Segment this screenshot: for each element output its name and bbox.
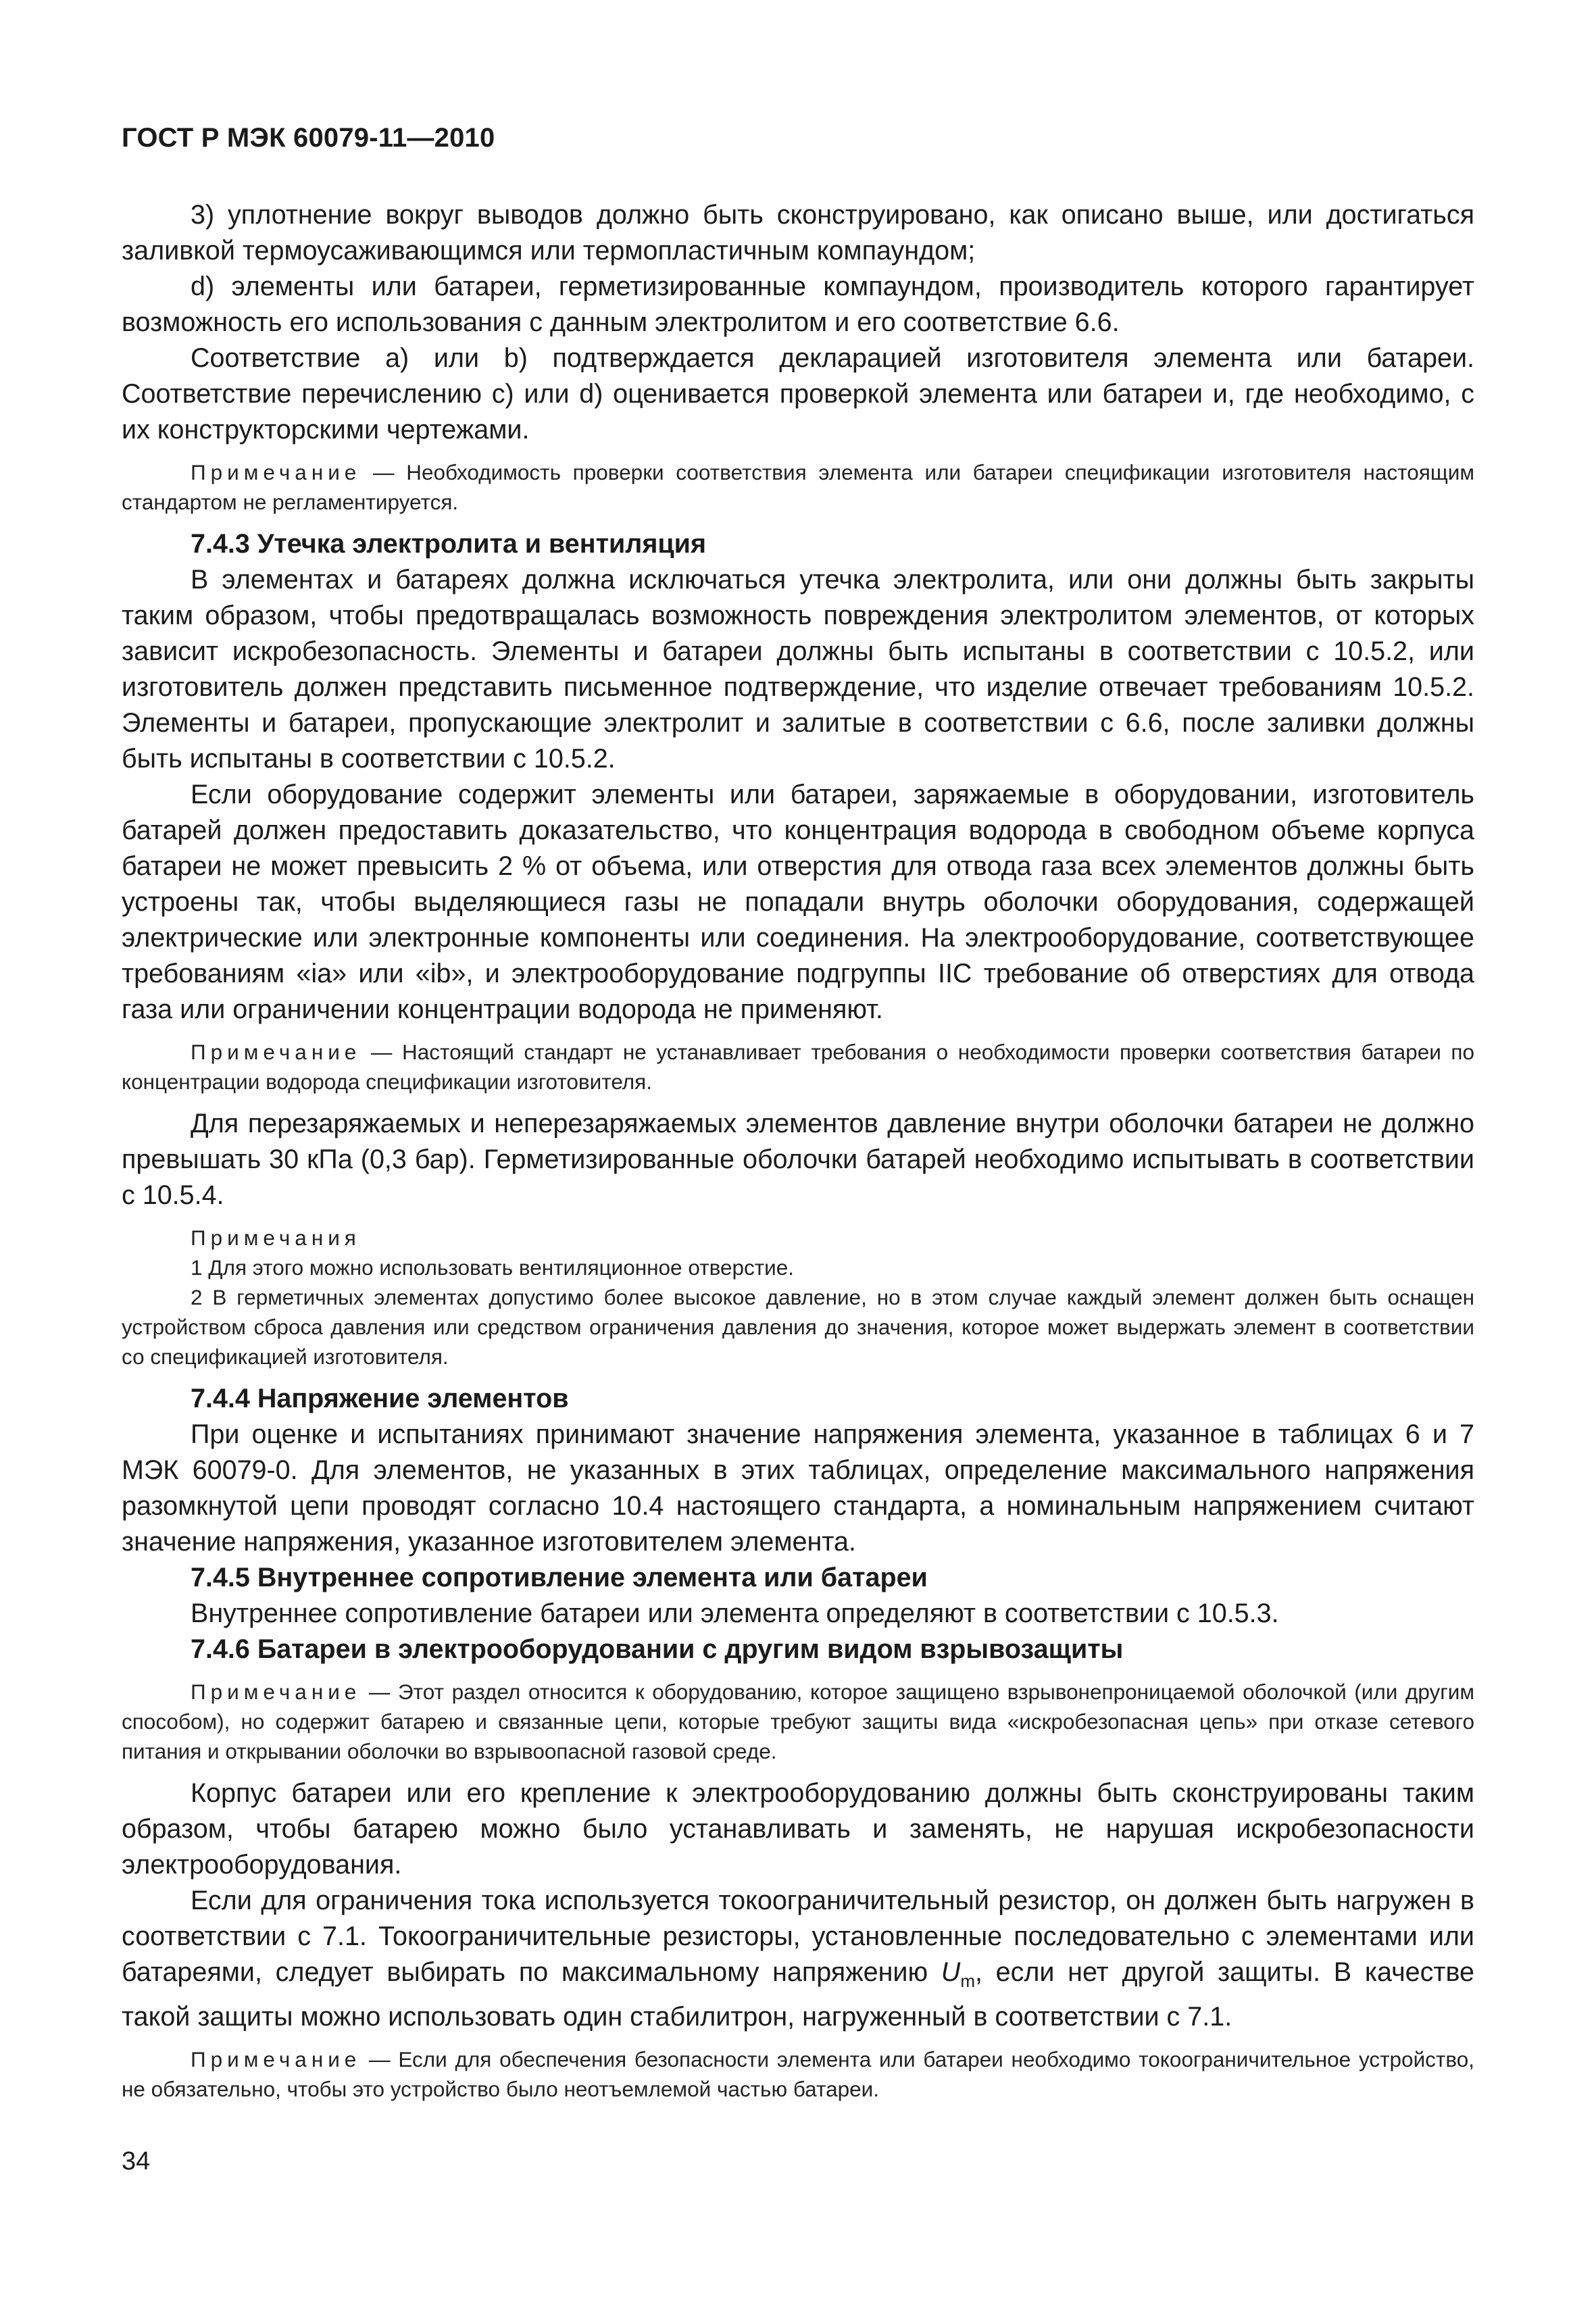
paragraph-leakage: В элементах и батареях должна исключаться утечка электролита, или они должны быть закрыты таким образом, чтобы предотвращалась возможность повреждения электролитом элементов, от которых зависит искробезопасность. Элементы и батареи должны быть испытаны в соответствии с 10.5.2, или изготовитель должен представить письменное подтверждение, что изделие отвечает требованиям 10.5.2. Элементы и батареи, пропускающие электролит и залитые в соответствии с 6.6, после заливки должны быть испытаны в соответствии с 10.5.2. xyxy=(122,565,1474,774)
paragraph-conformity: Соответствие a) или b) подтверждается декларацией изготовителя элемента или батареи. Соответствие перечислению c) или d) оценивается проверкой элемента или батареи и, где необходимо, с их конструкторскими чертежами. xyxy=(122,343,1474,445)
page-number: 34 xyxy=(122,2147,151,2175)
note-2-sealed: 2 В герметичных элементах допустимо более высокое давление, но в этом случае каждый элемент должен быть оснащен устройством сброса давления или средством ограничения давления до значения, которое может выдержать элемент в соответствии со спецификацией изготовителя. xyxy=(122,1285,1474,1369)
symbol-subscript-m: m xyxy=(960,1970,975,1991)
section-heading-7-4-6: 7.4.6 Батареи в электрооборудовании с другим видом взрывозащиты xyxy=(191,1634,1124,1664)
paragraph-battery-housing: Корпус батареи или его крепление к электрооборудованию должны быть сконструированы таким образом, чтобы батарею можно было устанавливать и заменять, не нарушая искробезопасности электрооборудования. xyxy=(122,1778,1474,1880)
item-3-sealing: 3) уплотнение вокруг выводов должно быть сконструировано, как описано выше, или достигаться заливкой термоусаживающимся или термопластичным компаундом; xyxy=(122,200,1474,266)
note-current-limiting xyxy=(122,2044,1474,2104)
page-body xyxy=(122,197,1474,2104)
notes-label: Примечания xyxy=(191,1226,361,1250)
note-text: — Этот раздел относится к оборудованию, которое защищено взрывонепроницаемой оболочкой (или другим способом), но содержит батарею и связанные цепи, которые требуют защиты вида «искробезопасная цепь» при отказе сетевого питания и открывании оболочки во взрывоопасной газовой среде. xyxy=(122,1680,1474,1763)
text-part: , если нет другой защиты. В качестве такой защиты можно использовать один стабилитрон, нагруженный в соответствии с 7.1. xyxy=(122,1957,1474,2032)
text-part: Если для ограничения тока используется токоограничительный резистор, он должен быть нагружен в соответствии с 7.1. Токоограничительные резисторы, установленные последовательно с элементами или батареями, следует выбирать по максимальному напряжению xyxy=(122,1886,1474,1987)
note-label: Примечание xyxy=(191,460,361,484)
note-specification xyxy=(122,457,1474,517)
paragraph-hydrogen: Если оборудование содержит элементы или батареи, заряжаемые в оборудовании, изготовитель батарей должен предоставить доказательство, что концентрация водорода в свободном объеме корпуса батареи не может превысить 2 % от объема, или отверстия для отвода газа всех элементов должны быть устроены так, чтобы выделяющиеся газы не попадали внутрь оболочки оборудования, содержащей электрические или электронные компоненты или соединения. На электрооборудование, соответствующее требованиям «ia» или «ib», и электрооборудование подгруппы IIC требование об отверстиях для отвода газа или ограничении концентрации водорода не применяют. xyxy=(122,780,1474,1024)
note-explosion-protection xyxy=(122,1677,1474,1766)
paragraph-current-limiting xyxy=(122,1883,1474,2035)
symbol-u: U xyxy=(941,1957,961,1987)
paragraph-resistance: Внутреннее сопротивление батареи или элемента определяют в соответствии с 10.5.3. xyxy=(191,1599,1279,1628)
section-heading-7-4-3: 7.4.3 Утечка электролита и вентиляция xyxy=(191,529,707,559)
document-header: ГОСТ Р МЭК 60079-11—2010 xyxy=(122,123,495,153)
note-label: Примечание xyxy=(191,1040,361,1064)
section-heading-7-4-4: 7.4.4 Напряжение элементов xyxy=(191,1384,569,1413)
note-text: — Если для обеспечения безопасности элемента или батареи необходимо токоограничительное устройство, не обязательно, чтобы это устройство было неотъемлемой частью батареи. xyxy=(122,2046,1474,2101)
item-d-compound: d) элементы или батареи, герметизированные компаундом, производитель которого гарантирует возможность его использования с данным электролитом и его соответствие 6.6. xyxy=(122,272,1474,337)
note-text: — Настоящий стандарт не устанавливает требования о необходимости проверки соответствия батареи по концентрации водорода спецификации изготовителя. xyxy=(122,1040,1474,1094)
note-text: — Необходимость проверки соответствия элемента или батареи спецификации изготовителя настоящим стандартом не регламентируется. xyxy=(122,460,1474,514)
note-hydrogen xyxy=(122,1037,1474,1097)
paragraph-pressure: Для перезаряжаемых и неперезаряжаемых элементов давление внутри оболочки батареи не должно превышать 30 кПа (0,3 бар). Герметизированные оболочки батарей необходимо испытывать в соответствии с 10.5.4. xyxy=(122,1109,1474,1210)
note-label: Примечание xyxy=(191,1680,361,1704)
note-label: Примечание xyxy=(191,2046,361,2071)
paragraph-voltage: При оценке и испытаниях принимают значение напряжения элемента, указанное в таблицах 6 и 7 МЭК 60079-0. Для элементов, не указанных в этих таблицах, определение максимального напряжения разомкнутой цепи проводят согласно 10.4 настоящего стандарта, а номинальным напряжением считают значение напряжения, указанное изготовителем элемента. xyxy=(122,1419,1474,1557)
section-heading-7-4-5: 7.4.5 Внутреннее сопротивление элемента или батареи xyxy=(191,1563,928,1592)
note-1-vent: 1 Для этого можно использовать вентиляционное отверстие. xyxy=(191,1255,795,1280)
